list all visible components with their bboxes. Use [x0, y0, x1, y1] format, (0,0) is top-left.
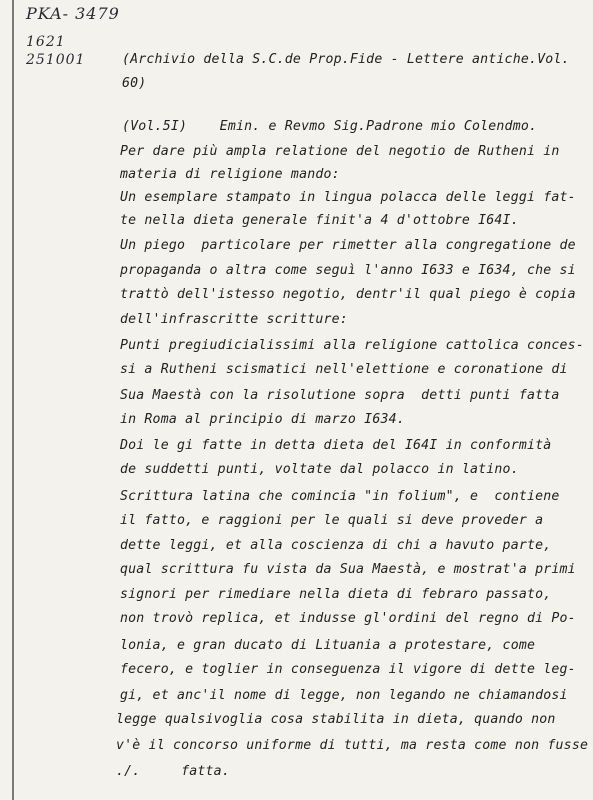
handwritten-year: 1621	[26, 34, 66, 50]
archive-header-line-2: 60)	[122, 76, 147, 91]
letter-line: in Roma al principio di marzo I634.	[120, 412, 405, 427]
letter-line: Per dare più ampla relatione del negotio de Rutheni in	[120, 144, 560, 159]
letter-line: legge qualsivoglia cosa stabilita in dieta, quando non	[116, 712, 556, 727]
letter-line: fecero, e toglier in conseguenza il vigore di dette leg-	[120, 662, 576, 677]
letter-line: propaganda o altra come seguì l'anno I633 e I634, che si	[120, 263, 576, 278]
letter-line: lonia, e gran ducato di Lituania a protestare, come	[120, 638, 536, 653]
letter-line: (Vol.5I) Emin. e Revmo Sig.Padrone mio Colendmo.	[122, 119, 538, 134]
letter-line: dette leggi, et alla coscienza di chi a havuto parte,	[120, 538, 552, 553]
letter-line: de suddetti punti, voltate dal polacco in latino.	[120, 462, 519, 477]
letter-line: te nella dieta generale finit'a 4 d'ottobre I64I.	[120, 213, 519, 228]
archive-header-line-1: (Archivio della S.C.de Prop.Fide - Lettere antiche.Vol.	[122, 52, 570, 67]
letter-line: il fatto, e raggioni per le quali si deve proveder a	[120, 513, 544, 528]
letter-line: Un piego particolare per rimetter alla congregatione de	[120, 238, 576, 253]
letter-line: Sua Maestà con la risolutione sopra detti punti fatta	[120, 388, 560, 403]
letter-line: signori per rimediare nella dieta di febraro passato,	[120, 587, 552, 602]
letter-line: gi, et anc'il nome di legge, non legando ne chiamandosi	[120, 688, 568, 703]
letter-line: materia di religione mando:	[120, 167, 340, 182]
handwritten-code: 251001	[26, 52, 86, 68]
letter-line: Punti pregiudicialissimi alla religione cattolica conces-	[120, 338, 584, 353]
letter-line: non trovò replica, et indusse gl'ordini del regno di Po-	[120, 611, 576, 626]
letter-line: qual scrittura fu vista da Sua Maestà, e mostrat'a primi	[120, 562, 576, 577]
letter-line: ./. fatta.	[116, 764, 230, 779]
letter-line: si a Rutheni scismatici nell'elettione e coronatione di	[120, 362, 568, 377]
letter-line: Scrittura latina che comincia "in folium", e contiene	[120, 489, 560, 504]
page-edge-rule	[12, 0, 14, 800]
letter-line: Doi le gi fatte in detta dieta del I64I in conformità	[120, 438, 552, 453]
letter-line: Un esemplare stampato in lingua polacca delle leggi fat-	[120, 190, 576, 205]
archive-reference-number: PKA- 3479	[26, 4, 120, 23]
letter-line: dell'infrascritte scritture:	[120, 312, 348, 327]
letter-line: trattò dell'istesso negotio, dentr'il qual piego è copia	[120, 287, 576, 302]
letter-line: v'è il concorso uniforme di tutti, ma resta come non fusse	[116, 738, 589, 753]
